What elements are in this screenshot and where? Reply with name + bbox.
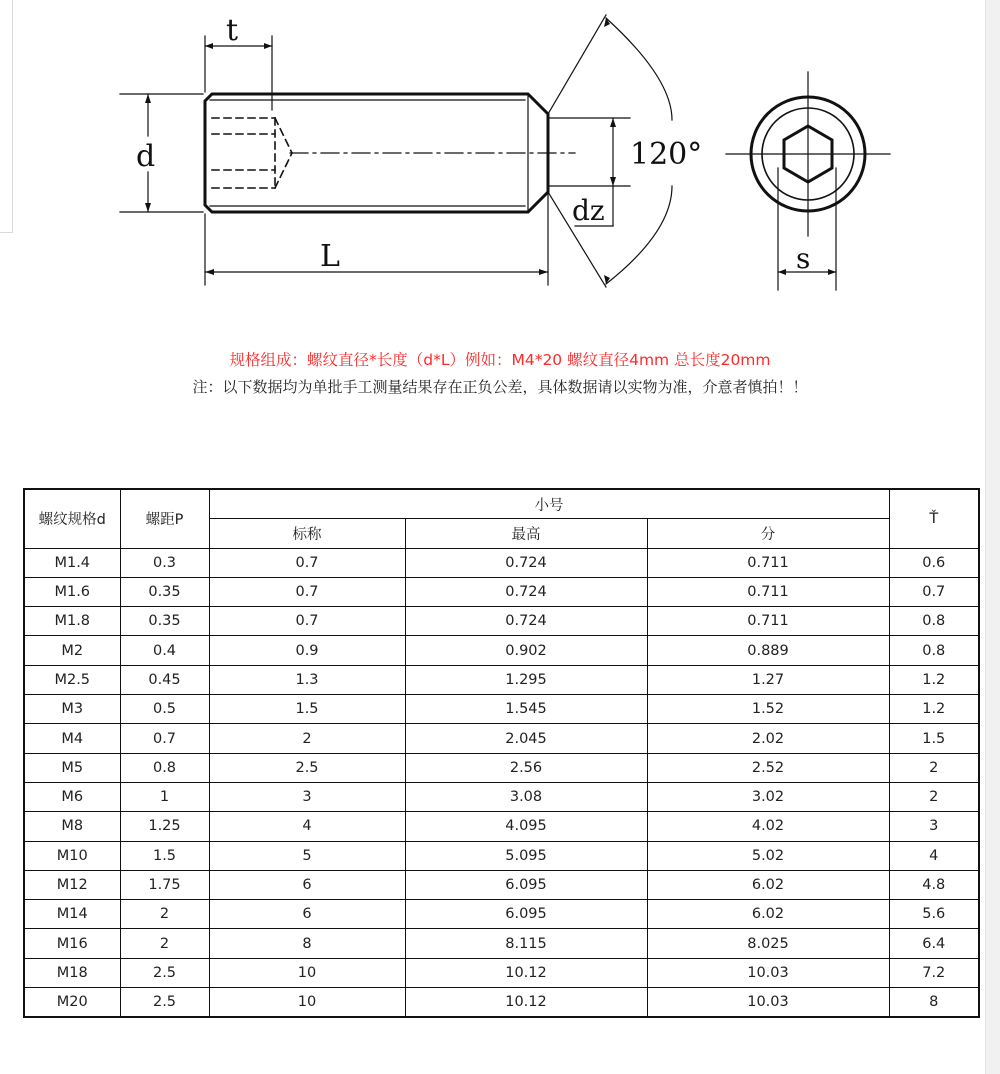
cell-thread: M1.6 [24,577,120,606]
cell-thread: M10 [24,841,120,870]
cell-nominal: 10 [209,958,405,987]
cell-nominal: 0.7 [209,548,405,577]
cell-pitch: 0.5 [120,695,209,724]
cell-t: 1.5 [889,724,979,753]
cell-nominal: 1.3 [209,665,405,694]
cell-min: 6.02 [647,870,889,899]
cell-nominal: 2.5 [209,753,405,782]
cell-max: 1.545 [405,695,647,724]
hex-socket-hidden [212,118,292,188]
cell-t: 3 [889,812,979,841]
table-row [24,665,979,694]
cell-min: 1.52 [647,695,889,724]
cell-min: 10.03 [647,958,889,987]
cell-thread: M18 [24,958,120,987]
set-screw-drawing [0,0,1000,300]
cell-t: 0.8 [889,607,979,636]
cell-t: 8 [889,988,979,1018]
table-row [24,724,979,753]
table-row [24,607,979,636]
cell-pitch: 0.7 [120,724,209,753]
cell-max: 0.724 [405,607,647,636]
cell-max: 0.724 [405,577,647,606]
cell-min: 0.711 [647,577,889,606]
cell-max: 10.12 [405,958,647,987]
table-body [24,548,979,1017]
header-nominal: 标称 [209,519,405,548]
cell-min: 5.02 [647,841,889,870]
cell-pitch: 2.5 [120,988,209,1018]
table-row [24,753,979,782]
cell-max: 5.095 [405,841,647,870]
cell-min: 3.02 [647,782,889,811]
cell-nominal: 6 [209,870,405,899]
cell-max: 6.095 [405,900,647,929]
header-thread: 螺纹规格d [24,489,120,548]
table-row [24,900,979,929]
cell-pitch: 2 [120,929,209,958]
cell-t: 4 [889,841,979,870]
header-group: 小号 [209,489,889,519]
cell-min: 0.711 [647,607,889,636]
cell-nominal: 0.7 [209,607,405,636]
label-dz: dz [572,194,605,227]
cell-min: 2.52 [647,753,889,782]
cell-nominal: 6 [209,900,405,929]
cell-t: 2 [889,782,979,811]
cell-pitch: 0.8 [120,753,209,782]
cell-pitch: 0.3 [120,548,209,577]
cell-min: 0.889 [647,636,889,665]
header-max: 最高 [405,519,647,548]
table-row [24,577,979,606]
label-s: s [796,242,811,275]
cell-thread: M12 [24,870,120,899]
cell-pitch: 0.45 [120,665,209,694]
cell-thread: M20 [24,988,120,1018]
header-min: 分 [647,519,889,548]
table-row [24,958,979,987]
label-angle: 120° [630,137,703,172]
cell-pitch: 2.5 [120,958,209,987]
cell-nominal: 4 [209,812,405,841]
header-pitch: 螺距P [120,489,209,548]
cell-min: 10.03 [647,988,889,1018]
cell-nominal: 10 [209,988,405,1018]
cell-t: 0.6 [889,548,979,577]
label-t: t [226,13,239,48]
table-row [24,870,979,899]
cell-pitch: 0.35 [120,607,209,636]
cell-min: 4.02 [647,812,889,841]
cell-pitch: 1 [120,782,209,811]
cell-thread: M8 [24,812,120,841]
cell-nominal: 1.5 [209,695,405,724]
cell-max: 1.295 [405,665,647,694]
cell-pitch: 1.75 [120,870,209,899]
cell-max: 0.902 [405,636,647,665]
cell-t: 7.2 [889,958,979,987]
cell-min: 8.025 [647,929,889,958]
cell-nominal: 2 [209,724,405,753]
header-t: Ť [889,489,979,548]
cell-pitch: 1.25 [120,812,209,841]
spec-note-line: 注：以下数据均为单批手工测量结果存在正负公差，具体数据请以实物为准，介意者慎拍！！ [192,378,808,396]
cell-max: 6.095 [405,870,647,899]
table-row [24,988,979,1018]
cell-min: 6.02 [647,900,889,929]
cell-nominal: 0.9 [209,636,405,665]
table-row [24,636,979,665]
cell-t: 5.6 [889,900,979,929]
cell-thread: M6 [24,782,120,811]
label-L: L [320,239,340,274]
cell-thread: M14 [24,900,120,929]
cell-t: 0.7 [889,577,979,606]
table-row [24,695,979,724]
cell-thread: M3 [24,695,120,724]
cell-t: 1.2 [889,695,979,724]
cell-min: 1.27 [647,665,889,694]
cell-nominal: 5 [209,841,405,870]
cell-thread: M4 [24,724,120,753]
cell-min: 0.711 [647,548,889,577]
table-row [24,929,979,958]
cell-thread: M1.8 [24,607,120,636]
cell-max: 2.045 [405,724,647,753]
cell-thread: M2.5 [24,665,120,694]
cell-t: 0.8 [889,636,979,665]
cell-max: 8.115 [405,929,647,958]
table-row [24,812,979,841]
cell-nominal: 0.7 [209,577,405,606]
cell-thread: M16 [24,929,120,958]
table-row [24,782,979,811]
spec-format-line: 规格组成：螺纹直径*长度（d*L）例如：M4*20 螺纹直径4mm 总长度20mm [229,351,771,369]
cell-max: 4.095 [405,812,647,841]
cell-max: 2.56 [405,753,647,782]
table-row [24,548,979,577]
cell-pitch: 1.5 [120,841,209,870]
cell-pitch: 0.35 [120,577,209,606]
cell-t: 2 [889,753,979,782]
cell-t: 4.8 [889,870,979,899]
cell-pitch: 2 [120,900,209,929]
cell-pitch: 0.4 [120,636,209,665]
cell-min: 2.02 [647,724,889,753]
cell-max: 10.12 [405,988,647,1018]
cell-thread: M5 [24,753,120,782]
cell-thread: M2 [24,636,120,665]
cell-nominal: 3 [209,782,405,811]
table-row [24,841,979,870]
cell-t: 6.4 [889,929,979,958]
cell-nominal: 8 [209,929,405,958]
cell-max: 0.724 [405,548,647,577]
cell-t: 1.2 [889,665,979,694]
cell-thread: M1.4 [24,548,120,577]
dimension-table [23,488,980,1018]
label-d: d [136,139,156,174]
cell-max: 3.08 [405,782,647,811]
